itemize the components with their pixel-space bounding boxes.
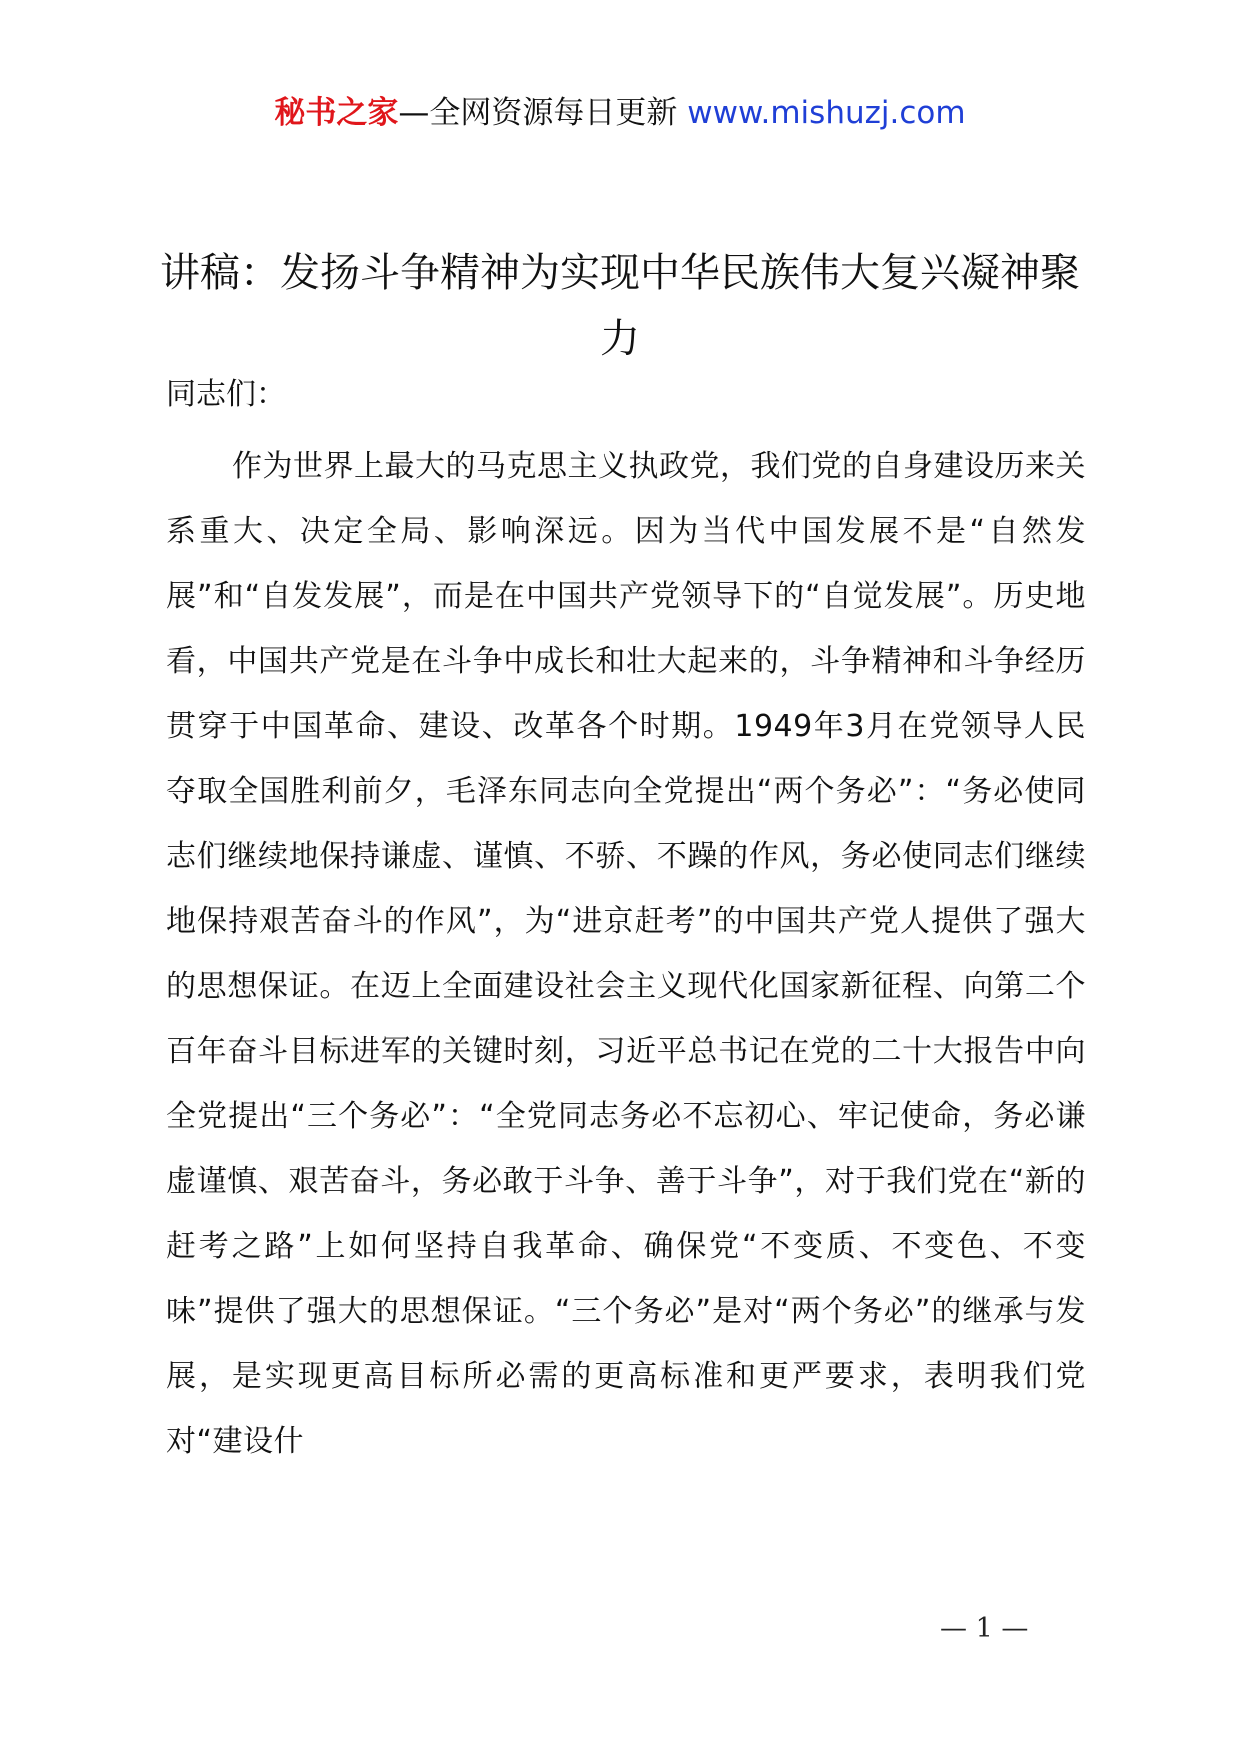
- document-title: 讲稿：发扬斗争精神为实现中华民族伟大复兴凝神聚力: [160, 250, 1080, 362]
- header-tagline: —全网资源每日更新: [398, 95, 688, 131]
- site-header: [0, 92, 1240, 134]
- page-number: — 1 —: [940, 1613, 1029, 1644]
- body-paragraph: 作为世界上最大的马克思主义执政党，我们党的自身建设历来关系重大、决定全局、影响深远。因为当代中国发展不是“自然发展”和“自发发展”，而是在中国共产党领导下的“自觉发展”。历史地看，中国共产党是在斗争中成长和壮大起来的，斗争精神和斗争经历贯穿于中国革命、建设、改革各个时期。1949年3月在党领导人民夺取全国胜利前夕，毛泽东同志向全党提出“两个务必”：“务必使同志们继续地保持谦虚、谨慎、不骄、不躁的作风，务必使同志们继续地保持艰苦奋斗的作风”，为“进京赶考”的中国共产党人提供了强大的思想保证。在迈上全面建设社会主义现代化国家新征程、向第二个百年奋斗目标进军的关键时刻，习近平总书记在党的二十大报告中向全党提出“三个务必”：“全党同志务必不忘初心、牢记使命，务必谦虚谨慎、艰苦奋斗，务必敢于斗争、善于斗争”，对于我们党在“新的赶考之路”上如何坚持自我革命、确保党“不变质、不变色、不变味”提供了强大的思想保证。“三个务必”是对“两个务必”的继承与发展，是实现更高目标所必需的更高标准和更严要求，表明我们党对“建设什: [166, 449, 1086, 1459]
- site-url[interactable]: www.mishuzj.com: [687, 95, 966, 131]
- brand-name: 秘书之家: [274, 95, 399, 131]
- greeting: 同志们：: [166, 377, 286, 412]
